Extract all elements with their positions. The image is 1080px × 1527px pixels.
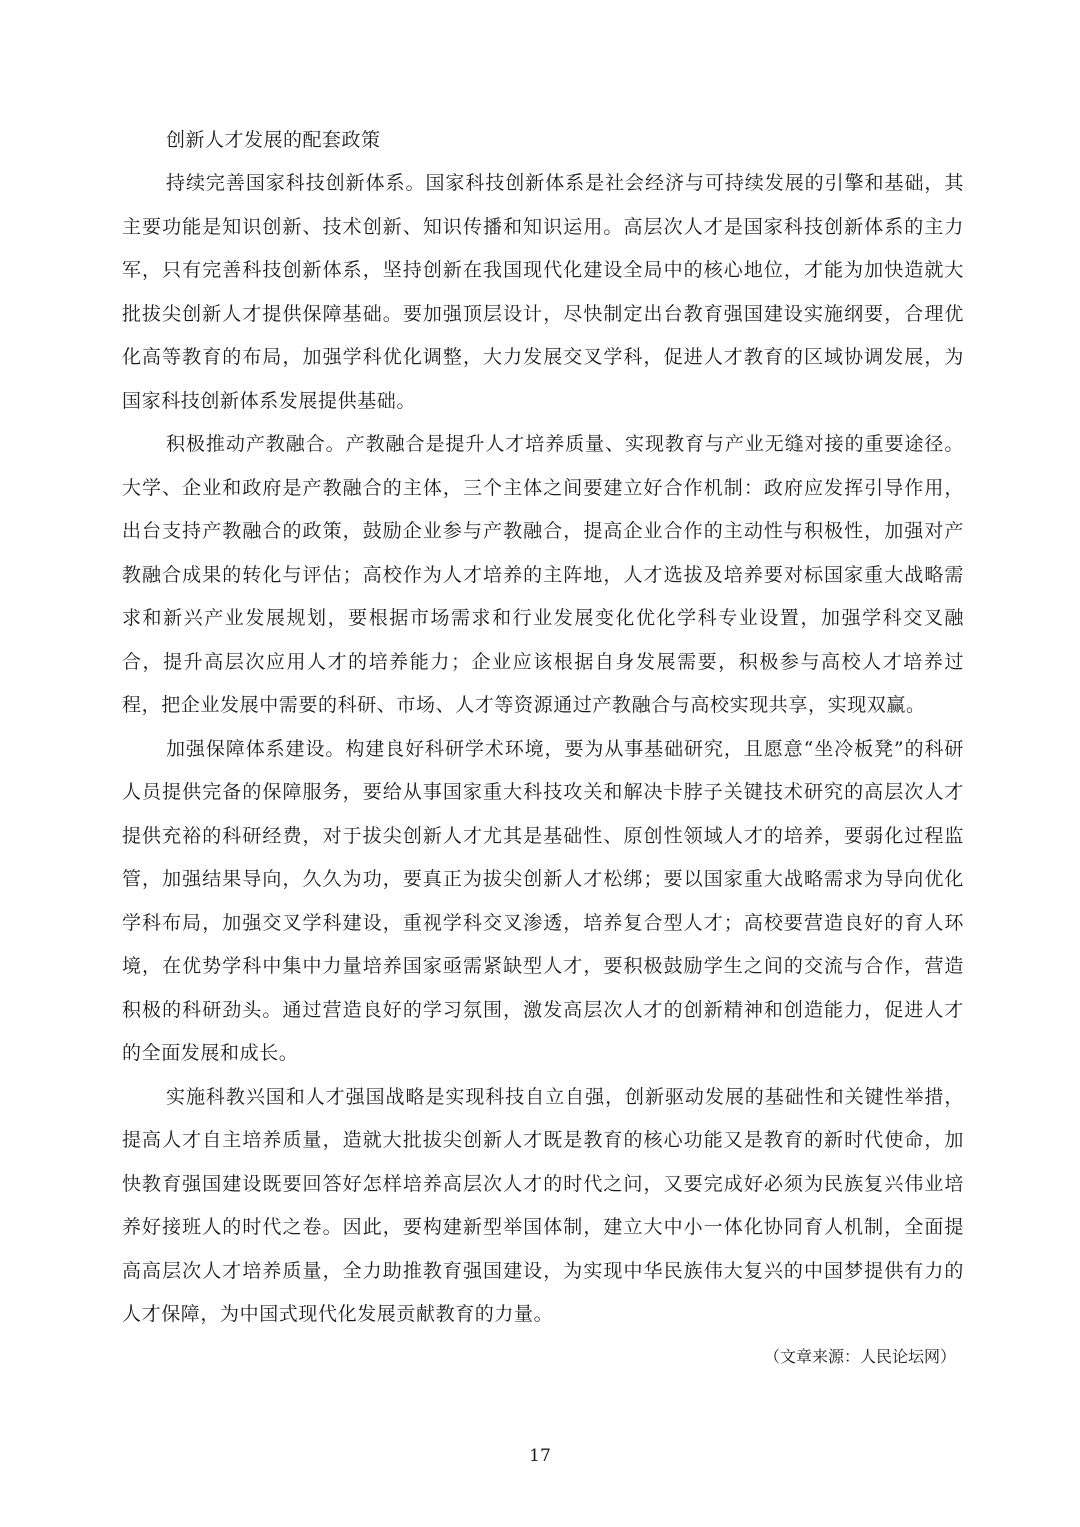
article-source: （文章来源：人民论坛网） [763,1346,956,1366]
paragraph-support-system: 加强保障体系建设。构建良好科研学术环境，要为从事基础研究，且愿意“坐冷板凳”的科研人员提供完备的保障服务，要给从事国家重大科技攻关和解决卡脖子关键技术研究的高层次人才提供充裕的科研经费，对于拔尖创新人才尤其是基础性、原创性领域人才的培养，要弱化过程监管，加强结果导向，久久为功，要真正为拔尖创新人才松绑；要以国家重大战略需求为导向优化学科布局，加强交叉学科建设，重视学科交叉渗透，培养复合型人才；高校要营造良好的育人环境，在优势学科中集中力量培养国家亟需紧缺型人才，要积极鼓励学生之间的交流与合作，营造积极的科研劲头。通过营造良好的学习氛围，激发高层次人才的创新精神和创造能力，促进人才的全面发展和成长。 [122,737,964,1064]
paragraph-tech-innovation-system: 持续完善国家科技创新体系。国家科技创新体系是社会经济与可持续发展的引擎和基础，其主要功能是知识创新、技术创新、知识传播和知识运用。高层次人才是国家科技创新体系的主力军，只有完善科技创新体系，坚持创新在我国现代化建设全局中的核心地位，才能为加快造就大批拔尖创新人才提供保障基础。要加强顶层设计，尽快制定出台教育强国建设实施纲要，合理优化高等教育的布局，加强学科优化调整，大力发展交叉学科，促进人才教育的区域协调发展，为国家科技创新体系发展提供基础。 [122,172,964,412]
paragraph-industry-education-integration: 积极推动产教融合。产教融合是提升人才培养质量、实现教育与产业无缝对接的重要途径。大学、企业和政府是产教融合的主体，三个主体之间要建立好合作机制：政府应发挥引导作用，出台支持产教融合的政策，鼓励企业参与产教融合，提高企业合作的主动性与积极性，加强对产教融合成果的转化与评估；高校作为人才培养的主阵地，人才选拔及培养要对标国家重大战略需求和新兴产业发展规划，要根据市场需求和行业发展变化优化学科专业设置，加强学科交叉融合，提升高层次应用人才的培养能力；企业应该根据自身发展需要，积极参与高校人才培养过程，把企业发展中需要的科研、市场、人才等资源通过产教融合与高校实现共享，实现双赢。 [122,433,964,716]
document-body [122,118,964,1377]
page-number: 17 [529,1446,551,1466]
paragraph-conclusion: 实施科教兴国和人才强国战略是实现科技自立自强，创新驱动发展的基础性和关键性举措，提高人才自主培养质量，造就大批拔尖创新人才既是教育的核心功能又是教育的新时代使命，加快教育强国建设既要回答好怎样培养高层次人才的时代之问，又要完成好必须为民族复兴伟业培养好接班人的时代之卷。因此，要构建新型举国体制，建立大中小一体化协同育人机制，全面提高高层次人才培养质量，全力助推教育强国建设，为实现中华民族伟大复兴的中国梦提供有力的人才保障，为中国式现代化发展贡献教育的力量。 [122,1085,964,1325]
section-heading: 创新人才发展的配套政策 [166,129,381,151]
